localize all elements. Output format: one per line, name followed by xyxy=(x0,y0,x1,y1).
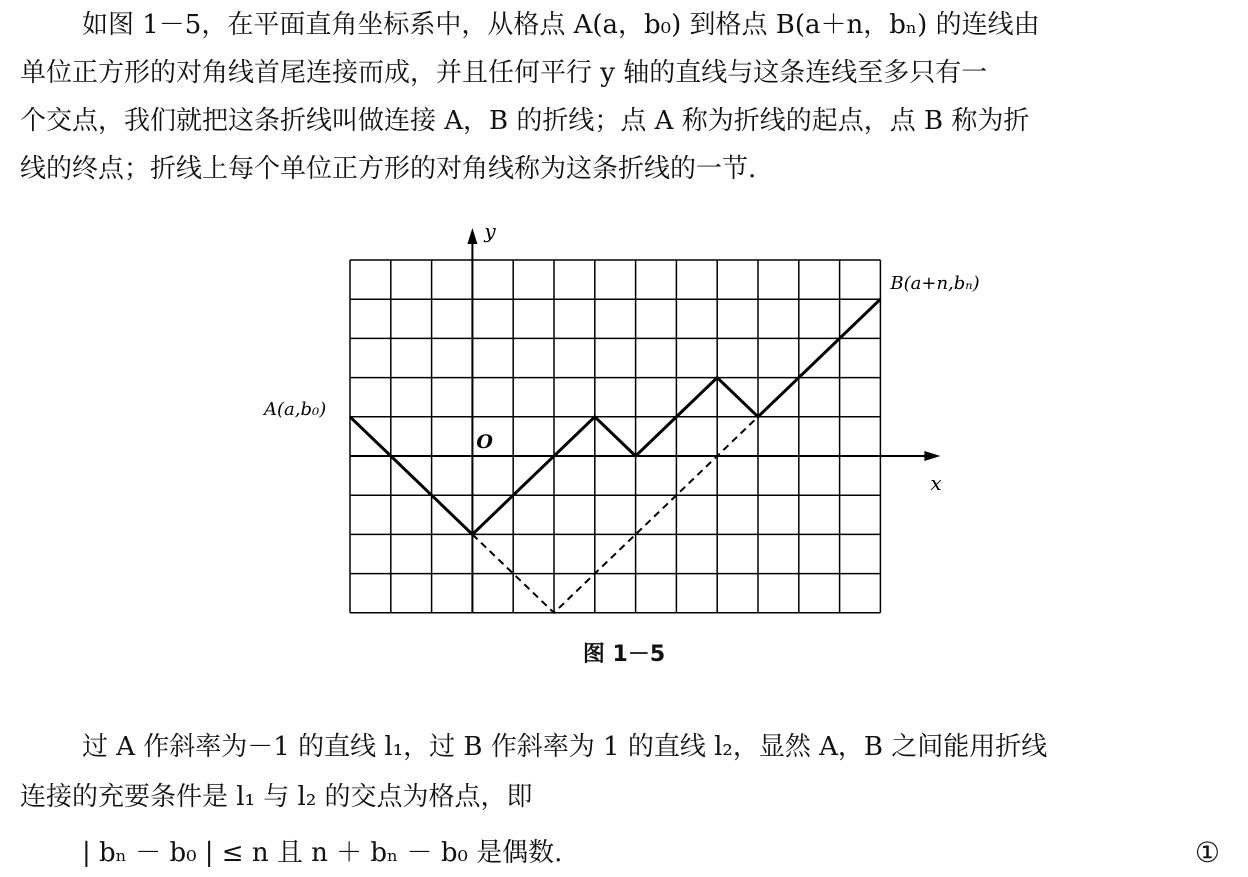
paragraph-1-line-3: 个交点，我们就把这条折线叫做连接 A，B 的折线；点 A 称为折线的起点，点 B 称为折 xyxy=(20,106,1030,136)
paragraph-1-line-2: 单位正方形的对角线首尾连接而成，并且任何平行 y 轴的直线与这条连线至多只有一 xyxy=(20,58,988,88)
paragraph-2-line-2: 连接的充要条件是 l₁ 与 l₂ 的交点为格点，即 xyxy=(20,782,533,812)
point-b-label: B(a+n,bₙ) xyxy=(890,273,980,295)
figure-1-5 xyxy=(250,210,980,630)
equation-number: ① xyxy=(1194,836,1220,869)
dashed-path xyxy=(472,417,758,613)
x-axis-label: x xyxy=(930,471,942,495)
figure-caption: 图 1－5 xyxy=(582,642,666,667)
paragraph-1-line-4: 线的终点；折线上每个单位正方形的对角线称为这条折线的一节. xyxy=(20,154,757,184)
paragraph-2-line-1: 过 A 作斜率为－1 的直线 l₁，过 B 作斜率为 1 的直线 l₂，显然 A，B 之间能用折线 xyxy=(82,732,1048,762)
y-axis-label: y xyxy=(484,219,496,243)
origin-label: O xyxy=(476,431,493,453)
paragraph-1-line-1: 如图 1－5，在平面直角坐标系中，从格点 A(a，b₀) 到格点 B(a＋n，bₙ) 的连线由 xyxy=(82,10,1040,40)
y-axis-arrow-icon xyxy=(467,228,477,244)
equation: | bₙ － b₀ | ≤ n 且 n ＋ bₙ － b₀ 是偶数. xyxy=(82,838,563,868)
x-axis-arrow-icon xyxy=(924,451,940,461)
point-a-label: A(a,b₀) xyxy=(264,398,327,420)
